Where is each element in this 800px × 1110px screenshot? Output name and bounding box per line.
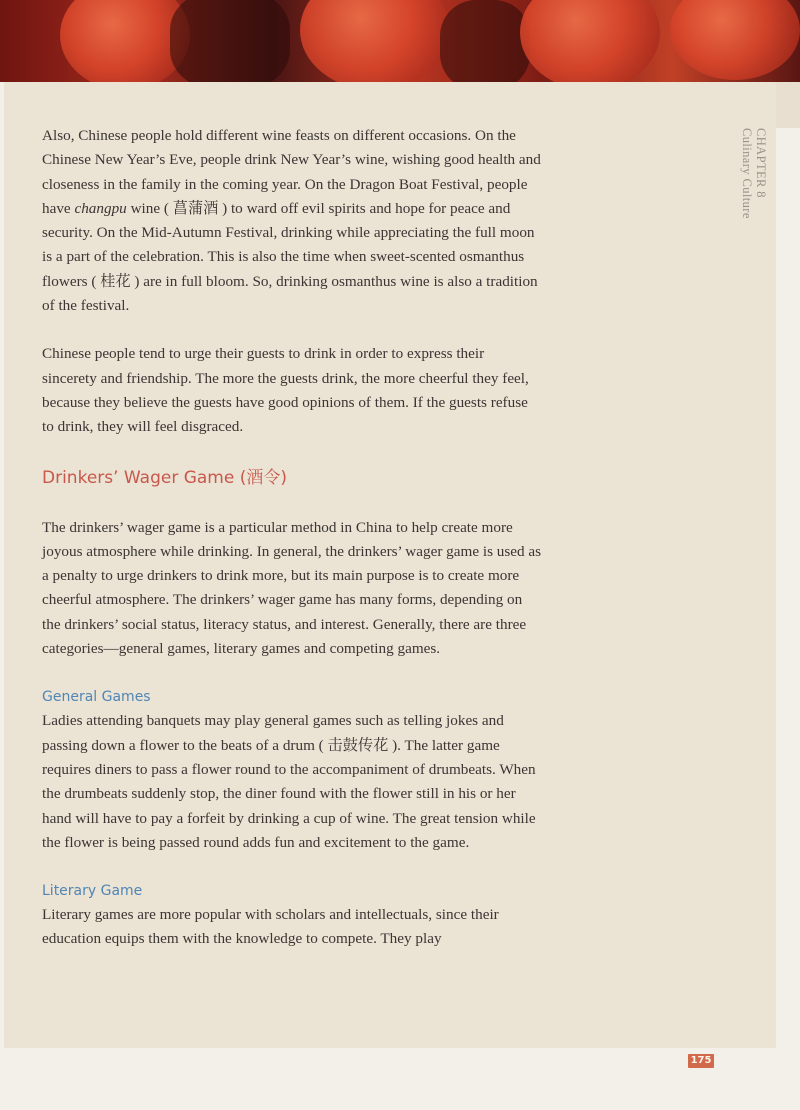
- paragraph-wine-feasts: [42, 124, 542, 318]
- paragraph-wager-game: The drinkers’ wager game is a particular method in China to help create more joyous atmosphere while drinking. In general, the drinkers’ wager game is used as a penalty to urge drinkers to drink more, but its main purpose is to create more cheerful atmosphere. The drinkers’ wager game has many forms, depending on the drinkers’ social status, literacy status, and interest. Generally, there are three categories—general games, literary games and competing games.: [42, 518, 542, 658]
- chapter-title: Culinary Culture: [740, 128, 754, 219]
- page-number: 175: [688, 1054, 714, 1068]
- chapter-number: CHAPTER 8: [754, 128, 768, 198]
- paragraph-literary-game: Literary games are more popular with scholars and intellectuals, since their education equips them with the knowledge to compete. They play: [42, 906, 499, 948]
- paragraph-text: wine ( 菖蒲酒 ) to ward off evil spirits and hope for peace and security. On the Mid-Autumn Festival, drinking while appreciating the full moon is a part of the celebration. This is also the time when sweet-scented osmanthus flowers ( 桂花 ) are in full bloom. So, drinking osmanthus wine is also a tradition of the festival.: [42, 199, 538, 315]
- page-edge: [776, 82, 800, 128]
- section-heading: Drinkers’ Wager Game (酒令): [42, 467, 287, 488]
- italic-term: changpu: [74, 199, 127, 217]
- chapter-side-label: [740, 128, 768, 219]
- subheading-general-games: General Games: [42, 689, 151, 706]
- paragraph-urge-guests: Chinese people tend to urge their guests to drink in order to express their sincerety and friendship. The more the guests drink, the more cheerful they feel, because they believe the guests have good opinions of them. If the guests refuse to drink, they will feel disgraced.: [42, 345, 529, 436]
- header-lantern-photo: [0, 0, 800, 82]
- subheading-literary-game: Literary Game: [42, 883, 143, 900]
- main-text: [42, 124, 542, 952]
- paragraph-general-games: Ladies attending banquets may play general games such as telling jokes and passing down a flower to the beats of a drum ( 击鼓传花 ). The latter game requires diners to pass a flower round to the accompaniment of drumbeats. When the drumbeats suddenly stop, the diner found with the flower still in his or her hand will have to pay a forfeit by drinking a cup of wine. The great tension while the flower is being passed round adds fun and excitement to the game.: [42, 712, 536, 851]
- paragraph-text: Also, Chinese people hold different wine feasts on different occasions. On the Chinese New Year’s Eve, people drink New Year’s wine, wishing good health and closeness in the family in the coming year. On the Dragon Boat Festival, people have: [42, 127, 541, 217]
